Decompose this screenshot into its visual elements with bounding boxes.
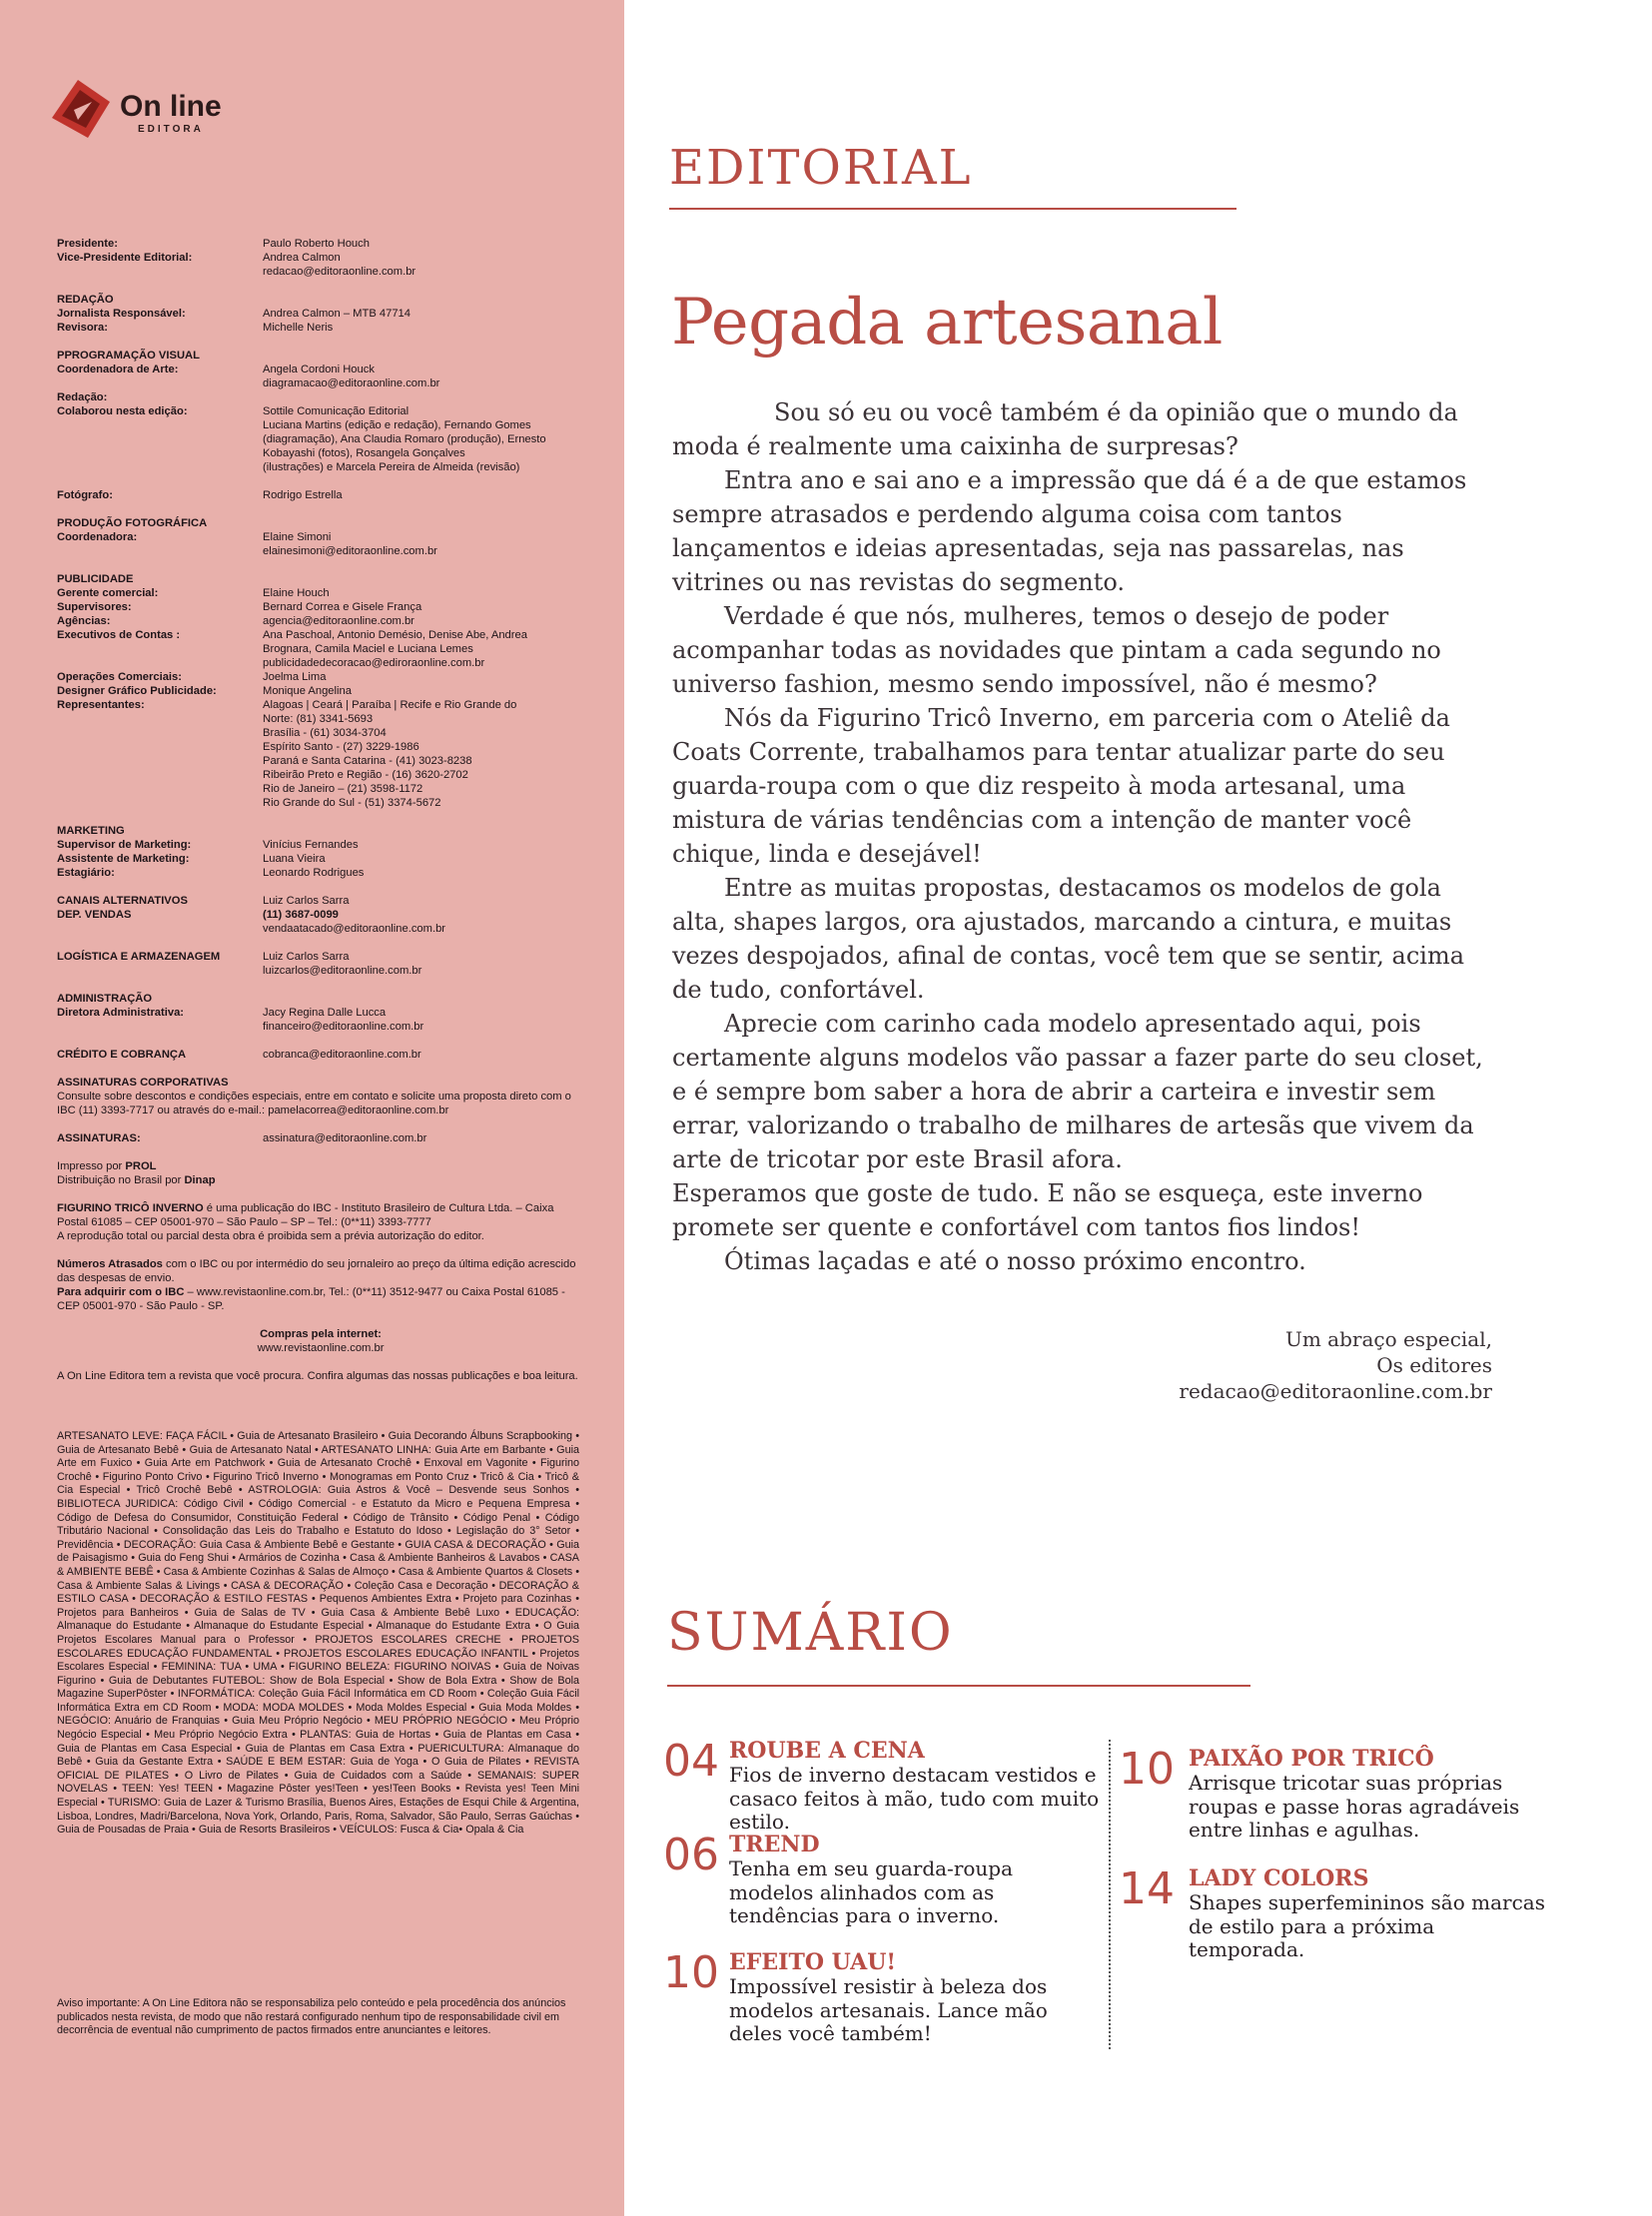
section-head: PRODUÇÃO FOTOGRÁFICA (57, 517, 208, 529)
entry-title: PAIXÃO POR TRICÔ (1189, 1746, 1434, 1772)
value: Luiz Carlos Sarra (263, 895, 350, 907)
value: Vinícius Fernandes (263, 839, 359, 851)
entry-title: EFEITO UAU! (729, 1949, 897, 1975)
label: DEP. VENDAS (57, 909, 132, 921)
divider (669, 208, 1237, 210)
section-head: ADMINISTRAÇÃO (57, 993, 153, 1005)
label: Supervisores: (57, 601, 132, 613)
label: Presidente: (57, 238, 118, 250)
value: Angela Cordoni Houck (263, 364, 375, 375)
label: Jornalista Responsável: (57, 308, 186, 320)
value: Rio de Janeiro – (21) 3598-1172 (263, 783, 423, 795)
section-head: PPROGRAMAÇÃO VISUAL (57, 350, 200, 362)
section-head: REDAÇÃO (57, 294, 114, 306)
editorial-body (672, 395, 1491, 1278)
label: Supervisor de Marketing: (57, 839, 192, 851)
credits-panel (0, 0, 624, 2216)
entry-description: Arrisque tricotar suas próprias roupas e passe horas agradáveis entre linhas e agulhas. (1189, 1771, 1520, 1842)
publications-catalog: ARTESANATO LEVE: FAÇA FÁCIL • Guia de Artesanato Brasileiro • Guia Decorando Álbuns Scrapbooking • Guia de Artesanato Bebê • Guia de Artesanato Natal • ARTESANATO LINHA: Guia Arte em Barbante • Guia Arte em Fuxico • Guia Arte em Patchwork • Guia de Artesanato Crochê • Enxoval em Vagonite • Figurino Crochê • Figurino Ponto Crivo • Figurino Tricô Inverno • Monogramas em Ponto Cruz • Tricô & Cia • Tricô & Cia Especial • Tricô Crochê Bebê • ASTROLOGIA: Guia Astros & Você – Desvende seus Sonhos • BIBLIOTECA JURIDICA: Código Civil • Código Comercial - e Estatuto da Micro e Pequena Empresa • Código de Defesa do Consumidor, Constituição Federal • Código de Trânsito • Código Penal • Código Tributário Nacional • Consolidação das Leis do Trabalho e Estatuto do Idoso • Legislação do 3° Setor • Previdência • DECORAÇÃO: Guia Casa & Ambiente Bebê e Gestante • GUIA CASA & DECORAÇÃO • Guia de Paisagismo • Guia do Feng Shui • Armários de Cozinha • Casa & Ambiente Banheiros & Lavabos • CASA & AMBIENTE BEBÊ • Casa & Ambiente Cozinhas & Salas de Almoço • Casa & Ambiente Quartos & Closets • Casa & Ambiente Salas & Livings • CASA & DECORAÇÃO • Coleção Casa e Decoração • DECORAÇÃO & ESTILO CASA • DECORAÇÃO & ESTILO FESTAS • Pequenos Ambientes Extra • Projeto para Cozinhas • Projetos para Banheiros • Guia de Salas de TV • Guia Casa & Ambiente Bebê Luxo • EDUCAÇÃO: Almanaque do Estudante • Almanaque do Estudante Especial • Almanaque do Estudante Extra • O Guia Projetos Escolares Manual para o Professor • PROJETOS ESCOLARES CRECHE • PROJETOS ESCOLARES EDUCAÇÃO FUNDAMENTAL • PROJETOS ESCOLARES EDUCAÇÃO INFANTIL • Projetos Escolares Especial • FEMININA: TUA • UMA • FIGURINO BELEZA: FIGURINO NOIVAS • Guia de Noivas Figurino • Guia de Debutantes FUTEBOL: Show de Bola Especial • Show de Bola Extra • Show de Bola Magazine SuperPôster • INFORMÁTICA: Coleção Guia Fácil Informática em CD Room • Coleção Guia Fácil Informática Extra em CD Room • MODA: MODA MOLDES • Moda Moldes Especial • Guia Moda Moldes • NEGÓCIO: Anuário de Franquias • Guia Meu Próprio Negócio • MEU PRÓPRIO NEGÓCIO • Meu Próprio Negócio Especial • Meu Próprio Negócio Extra • PLANTAS: Guia de Hortas • Guia de Plantas em Casa • Guia de Plantas em Casa Especial • Guia de Plantas em Casa Extra • PUERICULTURA: Almanaque do Bebê • Guia da Gestante Extra • SAÚDE E BEM ESTAR: Guia de Yoga • O Guia de Pilates • REVISTA OFICIAL DE PILATES • O Livro de Pilates • Guia de Cuidados com a Saúde • SEMANAIS: SUPER NOVELAS • TEEN: Yes! TEEN • Magazine Pôster yes!Teen • yes!Teen Books • Revista yes! Teen Mini Especial • TURISMO: Guia de Lazer & Turismo Brasília, Buenos Aires, Estações de Esqui Chile & Argentina, Lisboa, Londres, Madri/Barcelona, Nova York, Orlando, Paris, Roma, Salvador, São Paulo, Serras Gaúchas • Guia de Pousadas de Praia • Guia de Resorts Brasileiros • VEÍCULOS: Fusca & Cia• Opala & Cia (57, 1430, 579, 1837)
paragraph: Verdade é que nós, mulheres, temos o desejo de poder acompanhar todas as novidades que pintam a cada segundo no universo fashion, mesmo sendo impossível, não é mesmo? (672, 602, 1441, 698)
label: Coordenadora de Arte: (57, 364, 179, 375)
label: Vice-Presidente Editorial: (57, 252, 193, 264)
credits-list (57, 237, 584, 1383)
label: Redação: (57, 391, 108, 403)
label: Diretora Administrativa: (57, 1007, 185, 1019)
value: Bernard Correa e Gisele França (263, 601, 422, 613)
label: Representantes: (57, 699, 145, 711)
label: Fotógrafo: (57, 489, 113, 501)
entry-title: TREND (729, 1832, 820, 1857)
value: Paulo Roberto Houch (263, 238, 370, 250)
value: Kobayashi (fotos), Rosangela Gonçalves (263, 447, 465, 459)
section-head: ASSINATURAS CORPORATIVAS (57, 1077, 229, 1089)
entry-title: ROUBE A CENA (729, 1738, 925, 1764)
paragraph: Nós da Figurino Tricô Inverno, em parceria com o Ateliê da Coats Corrente, trabalhamos para tentar atualizar parte do seu guarda-roupa com o que diz respeito à moda artesanal, uma mistura de várias tendências com a intenção de manter você chique, linda e desejável! (672, 704, 1450, 868)
email: cobranca@editoraonline.com.br (263, 1049, 421, 1061)
label: Colaborou nesta edição: (57, 405, 188, 417)
entry-description: Shapes superfemininos são marcas de estilo para a próxima temporada. (1189, 1890, 1545, 1961)
value: Rio Grande do Sul - (51) 3374-5672 (263, 797, 441, 809)
label: Executivos de Contas : (57, 629, 181, 641)
summary-section-title: SUMÁRIO (667, 1603, 954, 1663)
section-head: PUBLICIDADE (57, 573, 134, 585)
editorial-headline: Pegada artesanal (671, 286, 1223, 360)
svg-text:On line: On line (120, 90, 222, 123)
value: Jacy Regina Dalle Lucca (263, 1007, 387, 1019)
paragraph: Entre as muitas propostas, destacamos os modelos de gola alta, shapes largos, ora ajustados, marcando a cintura, e muitas vezes despojados, afinal de contas, você tem que se sentir, acima de tudo, confortável. (672, 874, 1465, 1004)
value: Luana Vieira (263, 853, 326, 865)
value: Monique Angelina (263, 685, 352, 697)
value: Sottile Comunicação Editorial (263, 405, 410, 417)
label: Coordenadora: (57, 531, 138, 543)
signature-line: Os editores (1376, 1353, 1492, 1377)
value: Joelma Lima (263, 671, 327, 683)
paragraph: Esperamos que goste de tudo. E não se esqueça, este inverno promete ser quente e confortável com tantos fios lindos! (672, 1179, 1423, 1241)
publication-info: FIGURINO TRICÔ INVERNO é uma publicação do IBC - Instituto Brasileiro de Cultura Ltda. – Caixa Postal 61085 – CEP 05001-970 – São Paulo – SP – Tel.: (0**11) 3393-7777 (57, 1202, 554, 1228)
online-editora-logo (48, 72, 228, 144)
value: Luciana Martins (edição e redação), Fernando Gomes (263, 419, 531, 431)
value: Ana Paschoal, Antonio Demésio, Denise Abe, Andrea (263, 629, 527, 641)
value: Norte: (81) 3341-5693 (263, 713, 374, 725)
editorial-section-title: EDITORIAL (669, 140, 973, 196)
email: diagramacao@editoraonline.com.br (263, 377, 440, 389)
label: Agências: (57, 615, 111, 627)
value: Alagoas | Ceará | Paraíba | Recife e Rio Grande do (263, 699, 517, 711)
value: Andrea Calmon (263, 252, 341, 264)
value: Rodrigo Estrella (263, 489, 343, 501)
entry-title: LADY COLORS (1189, 1865, 1369, 1891)
distribution-line: Distribuição no Brasil por Dinap (57, 1174, 216, 1186)
signature-line: Um abraço especial, (1284, 1327, 1492, 1351)
paragraph: A reprodução total ou parcial desta obra é proibida sem a prévia autorização do editor. (57, 1230, 484, 1242)
online-purchase-url: www.revistaonline.com.br (257, 1342, 385, 1354)
section-head: CRÉDITO E COBRANÇA (57, 1049, 187, 1061)
label: Operações Comerciais: (57, 671, 182, 683)
paragraph: A On Line Editora tem a revista que você procura. Confira algumas das nossas publicações e boa leitura. (57, 1370, 578, 1382)
value: Paraná e Santa Catarina - (41) 3023-8238 (263, 755, 472, 767)
value: (ilustrações) e Marcela Pereira de Almeida (revisão) (263, 461, 520, 473)
printer-line: Impresso por PROL (57, 1160, 157, 1172)
page-number: 10 (663, 1947, 719, 1998)
svg-text:EDITORA: EDITORA (138, 124, 204, 135)
value: Ribeirão Preto e Região - (16) 3620-2702 (263, 769, 468, 781)
legal-notice: Aviso importante: A On Line Editora não se responsabiliza pelo conteúdo e pela procedência dos anúncios publicados nesta revista, de modo que não restará configurado nenhum tipo de responsabilidade civil em decorrência de eventual não cumprimento de pactos firmados entre anunciantes e leitores. (57, 1997, 566, 2037)
value: (diagramação), Ana Claudia Romaro (produção), Ernesto (263, 433, 546, 445)
section-head: LOGÍSTICA E ARMAZENAGEM (57, 951, 221, 963)
column-divider (1109, 1740, 1111, 2049)
label: Estagiário: (57, 867, 115, 879)
label: Assistente de Marketing: (57, 853, 190, 865)
signature (999, 1326, 1492, 1404)
page-number: 14 (1119, 1863, 1175, 1914)
page-number: 04 (663, 1736, 719, 1787)
value: Andrea Calmon – MTB 47714 (263, 308, 412, 320)
paragraph: Sou só eu ou você também é da opinião que o mundo da moda é realmente uma caixinha de surpresas? (672, 398, 1458, 460)
email: redacao@editoraonline.com.br (263, 266, 416, 278)
paragraph: Consulte sobre descontos e condições especiais, entre em contato e solicite uma proposta direto com o IBC (11) 3393-7717 ou através do e-mail.: pamelacorrea@editoraonline.com.br (57, 1091, 571, 1116)
label: ASSINATURAS: (57, 1132, 141, 1144)
divider (667, 1685, 1250, 1687)
paragraph: Aprecie com carinho cada modelo apresentado aqui, pois certamente alguns modelos vão passar a fazer parte do seu closet, e é sempre bom saber a hora de abrir a carteira e investir sem errar, valorizando o trabalho de milhares de artesãs que vivem da arte de tricotar por este Brasil afora. (672, 1010, 1483, 1173)
label: Gerente comercial: (57, 587, 159, 599)
email: financeiro@editoraonline.com.br (263, 1021, 424, 1033)
section-head: CANAIS ALTERNATIVOS (57, 895, 188, 907)
paragraph: Ótimas laçadas e até o nosso próximo encontro. (724, 1247, 1306, 1275)
value: Brognara, Camila Maciel e Luciana Lemes (263, 643, 473, 655)
value: Luiz Carlos Sarra (263, 951, 350, 963)
value: Espírito Santo - (27) 3229-1986 (263, 741, 419, 753)
paragraph: Entra ano e sai ano e a impressão que dá é a de que estamos sempre atrasados e perdendo alguma coisa com tantos lançamentos e ideias apresentadas, seja nas passarelas, nas vitrines ou nas revistas do segmento. (672, 466, 1467, 596)
phone: (11) 3687-0099 (263, 909, 339, 921)
entry-description: Tenha em seu guarda-roupa modelos alinhados com as tendências para o inverno. (729, 1856, 1014, 1927)
label: Revisora: (57, 322, 108, 334)
purchase-info: Para adquirir com o IBC – www.revistaonline.com.br, Tel.: (0**11) 3512-9477 ou Caixa Postal 61085 - CEP 05001-970 - São Paulo - SP. (57, 1286, 565, 1312)
label: Designer Gráfico Publicidade: (57, 685, 217, 697)
email: assinatura@editoraonline.com.br (263, 1132, 427, 1144)
value: publicidadedecoracao@ediroraonline.com.br (263, 657, 485, 669)
value: Leonardo Rodrigues (263, 867, 365, 879)
value: Elaine Houch (263, 587, 330, 599)
online-purchase-head: Compras pela internet: (260, 1328, 382, 1340)
value: Elaine Simoni (263, 531, 332, 543)
entry-description: Impossível resistir à beleza dos modelos artesanais. Lance mão deles você também! (729, 1974, 1048, 2045)
email: vendaatacado@editoraonline.com.br (263, 923, 446, 935)
value: Michelle Neris (263, 322, 334, 334)
section-head: MARKETING (57, 825, 125, 837)
entry-description: Fios de inverno destacam vestidos e casaco feitos à mão, tudo com muito estilo. (729, 1763, 1100, 1834)
page-number: 10 (1119, 1744, 1175, 1795)
page-number: 06 (663, 1830, 719, 1880)
email: luizcarlos@editoraonline.com.br (263, 965, 422, 977)
value: Brasília - (61) 3034-3704 (263, 727, 387, 739)
email: elainesimoni@editoraonline.com.br (263, 545, 437, 557)
back-issues: Números Atrasados com o IBC ou por intermédio do seu jornaleiro ao preço da última edição acrescido das despesas de envio. (57, 1258, 576, 1284)
value: agencia@editoraonline.com.br (263, 615, 414, 627)
signature-email: redacao@editoraonline.com.br (1179, 1379, 1492, 1403)
